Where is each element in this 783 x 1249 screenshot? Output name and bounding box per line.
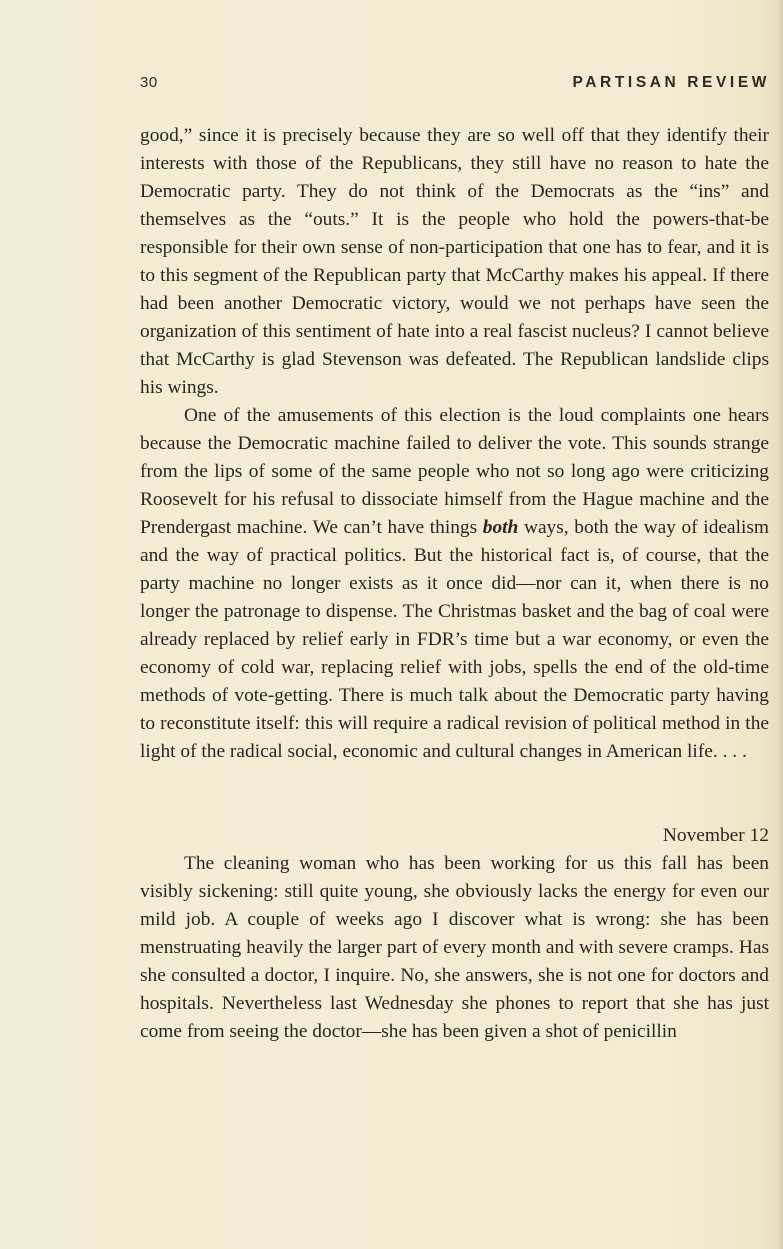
journal-title: PARTISAN REVIEW [572, 74, 770, 91]
paragraph-cleaning-woman: The cleaning woman who has been working for us this fall has been visibly sickening: still quite young, she obviously lacks the energy for even our mild job. A couple of weeks ago I discover what is wrong: she has been menstruating heavily the larger part of every month and with severe cramps. Has she consulted a doctor, I inquire. No, she answers, she is not one for doctors and hospitals. Nevertheless last Wednesday she phones to report that she has just come from seeing the doctor—she has been given a shot of penicillin [140, 853, 769, 1042]
paragraph-continued: good,” since it is precisely because they are so well off that they identify their interests with those of the Republicans, they still have no reason to hate the Democratic party. They do not think of the Democrats as the “ins” and themselves as the “outs.” It is the people who hold the powers-that-be responsible for their own sense of non-participation that one has to fear, and it is to this segment of the Republican party that McCarthy makes his appeal. If there had been another Democratic victory, would we not perhaps have seen the organization of this sentiment of hate into a real fascist nucleus? I cannot believe that McCarthy is glad Stevenson was defeated. The Republican landslide clips his wings. [140, 125, 769, 398]
emphasis-word: both [482, 517, 519, 538]
paragraph-election-machine [140, 402, 769, 766]
body-text [140, 122, 769, 1046]
dateline: November 12 [662, 825, 769, 846]
paragraph-text: ways, both the way of idealism and the way of practical politics. But the historical fact is, of course, that the party machine no longer exists as it once did—nor can it, when there is no longer the patronage to dispense. The Christmas basket and the bag of coal were already replaced by relief early in FDR’s time but a war economy, or even the economy of cold war, replacing relief with jobs, spells the end of the old-time methods of vote-getting. There is much talk about the Democratic party having to reconstitute itself: this will require a radical revision of political method in the light of the radical social, economic and cultural changes in American life. . . . [140, 517, 770, 762]
paragraph-text: One of the amusements of this election is the loud complaints one hears because the Democratic machine failed to deliver the vote. This sounds strange from the lips of some of the same people who not so long ago were criticizing Roosevelt for his refusal to dissociate himself from the Hague machine and the Prendergast machine. We can’t have things [140, 405, 769, 538]
page-edge-shadow [777, 0, 783, 1249]
page-number: 30 [140, 74, 158, 91]
running-head [140, 74, 770, 98]
